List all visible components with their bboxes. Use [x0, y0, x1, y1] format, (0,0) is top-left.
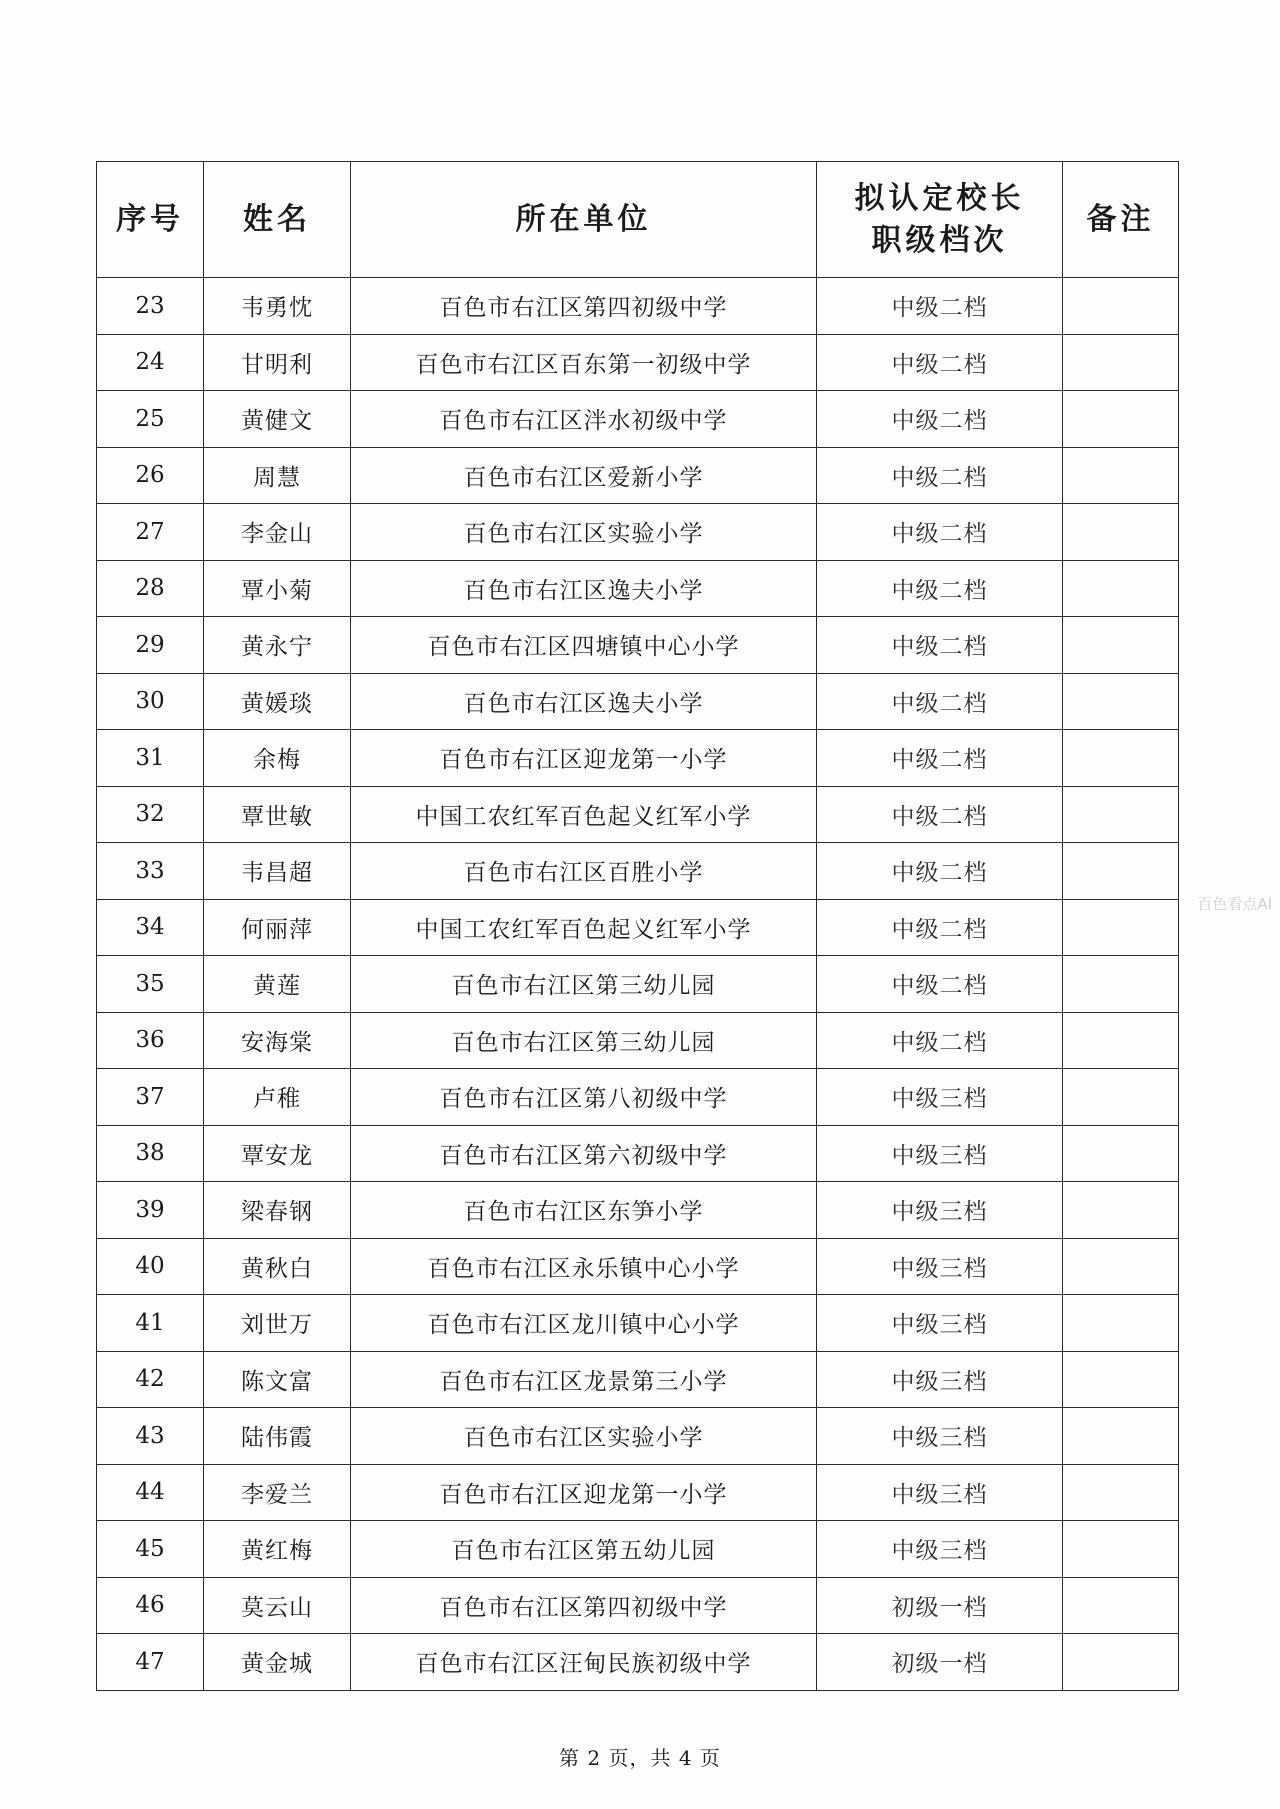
row-grade: 中级二档: [817, 899, 1063, 956]
watermark: 百色看点AI: [1197, 895, 1272, 913]
table-row: [97, 1182, 1179, 1239]
row-name: 韦昌超: [204, 843, 351, 900]
row-remark: [1063, 1464, 1179, 1521]
header-grade: [817, 162, 1063, 278]
row-remark: [1063, 1182, 1179, 1239]
row-grade: 初级一档: [817, 1577, 1063, 1634]
row-remark: [1063, 334, 1179, 391]
table-row: [97, 1408, 1179, 1465]
table-row: [97, 1238, 1179, 1295]
row-unit: 百色市右江区第八初级中学: [351, 1069, 817, 1126]
row-remark: [1063, 391, 1179, 448]
row-no: 47: [97, 1634, 204, 1691]
table-row: [97, 560, 1179, 617]
row-grade: 中级二档: [817, 278, 1063, 335]
row-name: 陆伟霞: [204, 1408, 351, 1465]
row-grade: 中级二档: [817, 673, 1063, 730]
row-name: 黄莲: [204, 956, 351, 1013]
row-name: 李爱兰: [204, 1464, 351, 1521]
row-unit: 百色市右江区龙景第三小学: [351, 1351, 817, 1408]
row-remark: [1063, 1125, 1179, 1182]
header-name: 姓名: [204, 162, 351, 278]
row-grade: 中级二档: [817, 730, 1063, 787]
row-no: 32: [97, 786, 204, 843]
row-unit: 百色市右江区百胜小学: [351, 843, 817, 900]
row-unit: 百色市右江区实验小学: [351, 504, 817, 561]
table-row: [97, 673, 1179, 730]
row-grade: 中级二档: [817, 391, 1063, 448]
row-unit: 中国工农红军百色起义红军小学: [351, 786, 817, 843]
row-unit: 百色市右江区四塘镇中心小学: [351, 617, 817, 674]
page-number: 第 2 页，共 4 页: [559, 1746, 721, 1770]
row-unit: 百色市右江区迎龙第一小学: [351, 1464, 817, 1521]
row-no: 30: [97, 673, 204, 730]
row-grade: 中级三档: [817, 1182, 1063, 1239]
table-row: [97, 1125, 1179, 1182]
row-no: 24: [97, 334, 204, 391]
row-grade: 中级二档: [817, 334, 1063, 391]
row-no: 28: [97, 560, 204, 617]
row-unit: 百色市右江区龙川镇中心小学: [351, 1295, 817, 1352]
table-row: [97, 1464, 1179, 1521]
table-row: [97, 1351, 1179, 1408]
row-name: 陈文富: [204, 1351, 351, 1408]
row-no: 39: [97, 1182, 204, 1239]
row-no: 41: [97, 1295, 204, 1352]
row-grade: 中级二档: [817, 843, 1063, 900]
row-remark: [1063, 1238, 1179, 1295]
table-row: [97, 617, 1179, 674]
row-remark: [1063, 843, 1179, 900]
row-unit: 百色市右江区第四初级中学: [351, 1577, 817, 1634]
row-unit: 百色市右江区逸夫小学: [351, 560, 817, 617]
row-no: 35: [97, 956, 204, 1013]
header-grade-line1: 拟认定校长: [854, 180, 1025, 216]
row-name: 梁春钢: [204, 1182, 351, 1239]
row-no: 36: [97, 1012, 204, 1069]
row-grade: 初级一档: [817, 1634, 1063, 1691]
row-grade: 中级三档: [817, 1238, 1063, 1295]
table-row: [97, 1634, 1179, 1691]
table-row: [97, 504, 1179, 561]
row-no: 27: [97, 504, 204, 561]
row-name: 卢稚: [204, 1069, 351, 1126]
row-grade: 中级三档: [817, 1125, 1063, 1182]
row-unit: 百色市右江区迎龙第一小学: [351, 730, 817, 787]
row-no: 31: [97, 730, 204, 787]
row-name: 何丽萍: [204, 899, 351, 956]
row-unit: 百色市右江区第三幼儿园: [351, 956, 817, 1013]
row-no: 37: [97, 1069, 204, 1126]
row-grade: 中级二档: [817, 617, 1063, 674]
header-remark: 备注: [1063, 162, 1179, 278]
row-unit: 百色市右江区东笋小学: [351, 1182, 817, 1239]
row-unit: 百色市右江区逸夫小学: [351, 673, 817, 730]
row-name: 刘世万: [204, 1295, 351, 1352]
row-grade: 中级三档: [817, 1295, 1063, 1352]
row-name: 黄永宁: [204, 617, 351, 674]
row-no: 40: [97, 1238, 204, 1295]
row-no: 25: [97, 391, 204, 448]
row-remark: [1063, 278, 1179, 335]
table-row: [97, 334, 1179, 391]
row-grade: 中级二档: [817, 956, 1063, 1013]
table-row: [97, 843, 1179, 900]
row-grade: 中级二档: [817, 1012, 1063, 1069]
row-no: 26: [97, 447, 204, 504]
row-grade: 中级三档: [817, 1069, 1063, 1126]
row-unit: 百色市右江区泮水初级中学: [351, 391, 817, 448]
row-no: 43: [97, 1408, 204, 1465]
row-unit: 百色市右江区第三幼儿园: [351, 1012, 817, 1069]
row-no: 44: [97, 1464, 204, 1521]
row-unit: 百色市右江区第四初级中学: [351, 278, 817, 335]
row-name: 覃安龙: [204, 1125, 351, 1182]
header-unit: 所在单位: [351, 162, 817, 278]
row-no: 29: [97, 617, 204, 674]
row-remark: [1063, 1577, 1179, 1634]
row-name: 莫云山: [204, 1577, 351, 1634]
table-header-row: [97, 162, 1179, 278]
row-name: 甘明利: [204, 334, 351, 391]
row-grade: 中级二档: [817, 786, 1063, 843]
row-unit: 百色市右江区第五幼儿园: [351, 1521, 817, 1578]
row-no: 38: [97, 1125, 204, 1182]
row-remark: [1063, 1012, 1179, 1069]
row-name: 覃小菊: [204, 560, 351, 617]
row-name: 周慧: [204, 447, 351, 504]
table-row: [97, 730, 1179, 787]
table-row: [97, 1521, 1179, 1578]
row-grade: 中级二档: [817, 504, 1063, 561]
header-grade-line2: 职级档次: [871, 222, 1008, 258]
row-remark: [1063, 956, 1179, 1013]
row-unit: 中国工农红军百色起义红军小学: [351, 899, 817, 956]
row-remark: [1063, 1295, 1179, 1352]
row-no: 45: [97, 1521, 204, 1578]
row-remark: [1063, 1634, 1179, 1691]
row-unit: 百色市右江区实验小学: [351, 1408, 817, 1465]
row-remark: [1063, 1069, 1179, 1126]
row-name: 李金山: [204, 504, 351, 561]
row-no: 46: [97, 1577, 204, 1634]
row-remark: [1063, 673, 1179, 730]
row-no: 42: [97, 1351, 204, 1408]
table-row: [97, 1577, 1179, 1634]
row-remark: [1063, 617, 1179, 674]
principal-grade-table: [96, 161, 1179, 1691]
row-name: 余梅: [204, 730, 351, 787]
row-grade: 中级二档: [817, 560, 1063, 617]
row-no: 23: [97, 278, 204, 335]
row-grade: 中级三档: [817, 1464, 1063, 1521]
table-row: [97, 786, 1179, 843]
row-name: 黄健文: [204, 391, 351, 448]
row-remark: [1063, 1521, 1179, 1578]
row-remark: [1063, 447, 1179, 504]
row-remark: [1063, 1408, 1179, 1465]
row-name: 黄秋白: [204, 1238, 351, 1295]
row-grade: 中级三档: [817, 1408, 1063, 1465]
row-unit: 百色市右江区百东第一初级中学: [351, 334, 817, 391]
table-row: [97, 956, 1179, 1013]
row-no: 34: [97, 899, 204, 956]
table-row: [97, 899, 1179, 956]
row-name: 覃世敏: [204, 786, 351, 843]
header-no: 序号: [97, 162, 204, 278]
row-name: 黄红梅: [204, 1521, 351, 1578]
row-remark: [1063, 730, 1179, 787]
row-remark: [1063, 560, 1179, 617]
row-unit: 百色市右江区永乐镇中心小学: [351, 1238, 817, 1295]
table-row: [97, 278, 1179, 335]
row-remark: [1063, 1351, 1179, 1408]
row-name: 韦勇忱: [204, 278, 351, 335]
row-no: 33: [97, 843, 204, 900]
row-unit: 百色市右江区爱新小学: [351, 447, 817, 504]
table-row: [97, 447, 1179, 504]
row-name: 黄金城: [204, 1634, 351, 1691]
row-unit: 百色市右江区汪甸民族初级中学: [351, 1634, 817, 1691]
row-unit: 百色市右江区第六初级中学: [351, 1125, 817, 1182]
table-row: [97, 1295, 1179, 1352]
row-remark: [1063, 899, 1179, 956]
row-remark: [1063, 786, 1179, 843]
row-name: 黄媛琰: [204, 673, 351, 730]
row-name: 安海棠: [204, 1012, 351, 1069]
row-grade: 中级三档: [817, 1521, 1063, 1578]
table-row: [97, 1012, 1179, 1069]
table-row: [97, 391, 1179, 448]
table-row: [97, 1069, 1179, 1126]
row-grade: 中级三档: [817, 1351, 1063, 1408]
row-remark: [1063, 504, 1179, 561]
row-grade: 中级二档: [817, 447, 1063, 504]
